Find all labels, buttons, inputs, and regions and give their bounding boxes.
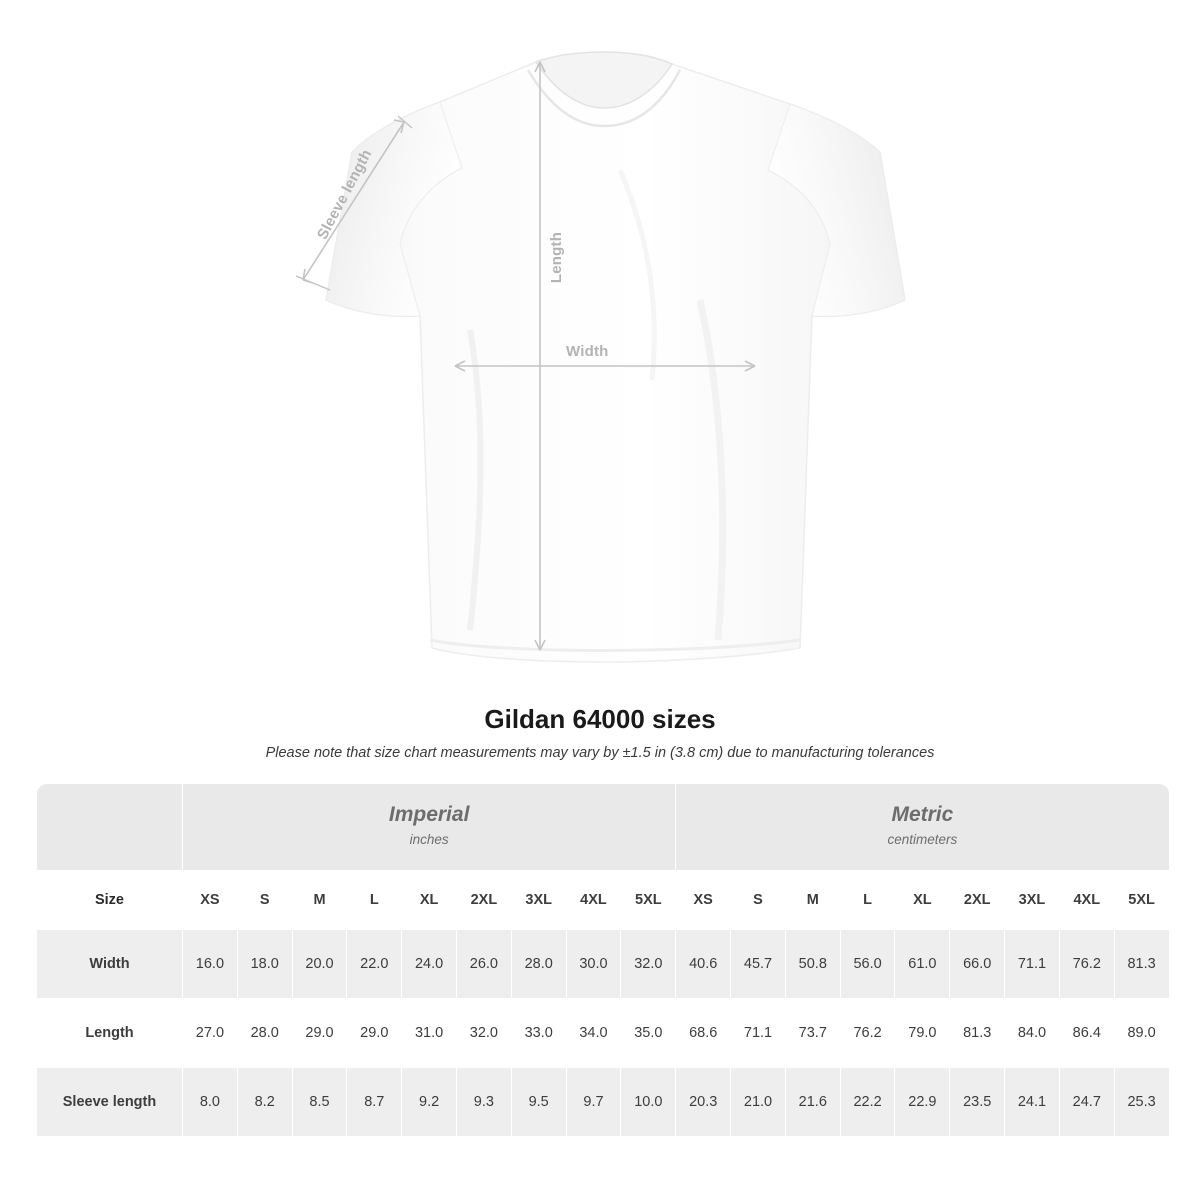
size-header-imperial-5xl: 5XL bbox=[621, 871, 676, 930]
cell-sleeve-imperial-m: 8.5 bbox=[292, 1068, 347, 1137]
unit-header-row bbox=[37, 784, 1170, 871]
row-label-sleeve-length: Sleeve length bbox=[37, 1068, 183, 1137]
cell-sleeve-imperial-xl: 9.2 bbox=[402, 1068, 457, 1137]
cell-width-imperial-xl: 24.0 bbox=[402, 930, 457, 999]
metric-sub: centimeters bbox=[887, 831, 958, 847]
size-table bbox=[36, 783, 1170, 1137]
cell-length-imperial-5xl: 35.0 bbox=[621, 999, 676, 1068]
cell-width-metric-3xl: 71.1 bbox=[1005, 930, 1060, 999]
cell-sleeve-metric-l: 22.2 bbox=[840, 1068, 895, 1137]
cell-width-metric-m: 50.8 bbox=[785, 930, 840, 999]
cell-sleeve-imperial-l: 8.7 bbox=[347, 1068, 402, 1137]
cell-width-metric-xl: 61.0 bbox=[895, 930, 950, 999]
cell-width-metric-s: 45.7 bbox=[731, 930, 786, 999]
cell-sleeve-metric-3xl: 24.1 bbox=[1005, 1068, 1060, 1137]
cell-sleeve-metric-4xl: 24.7 bbox=[1059, 1068, 1114, 1137]
cell-length-imperial-xs: 27.0 bbox=[183, 999, 238, 1068]
cell-width-metric-xs: 40.6 bbox=[676, 930, 731, 999]
cell-sleeve-imperial-5xl: 10.0 bbox=[621, 1068, 676, 1137]
cell-width-imperial-l: 22.0 bbox=[347, 930, 402, 999]
size-header-imperial-xs: XS bbox=[183, 871, 238, 930]
cell-width-imperial-3xl: 28.0 bbox=[511, 930, 566, 999]
cell-width-imperial-s: 18.0 bbox=[237, 930, 292, 999]
cell-width-metric-4xl: 76.2 bbox=[1059, 930, 1114, 999]
cell-sleeve-metric-5xl: 25.3 bbox=[1114, 1068, 1169, 1137]
size-header-row bbox=[37, 871, 1170, 930]
cell-length-imperial-3xl: 33.0 bbox=[511, 999, 566, 1068]
cell-width-metric-5xl: 81.3 bbox=[1114, 930, 1169, 999]
row-label-width: Width bbox=[37, 930, 183, 999]
cell-width-imperial-m: 20.0 bbox=[292, 930, 347, 999]
unit-header-spacer bbox=[37, 784, 183, 871]
cell-width-metric-2xl: 66.0 bbox=[950, 930, 1005, 999]
table-row-length bbox=[37, 999, 1170, 1068]
cell-length-metric-2xl: 81.3 bbox=[950, 999, 1005, 1068]
cell-width-imperial-5xl: 32.0 bbox=[621, 930, 676, 999]
size-header-metric-xs: XS bbox=[676, 871, 731, 930]
metric-name: Metric bbox=[891, 802, 954, 826]
imperial-sub: inches bbox=[409, 831, 449, 847]
cell-length-imperial-m: 29.0 bbox=[292, 999, 347, 1068]
size-table-wrapper bbox=[36, 783, 1164, 1137]
cell-sleeve-imperial-2xl: 9.3 bbox=[456, 1068, 511, 1137]
size-header-metric-s: S bbox=[731, 871, 786, 930]
table-row-width bbox=[37, 930, 1170, 999]
size-header-metric-xl: XL bbox=[895, 871, 950, 930]
table-row-sleeve-length bbox=[37, 1068, 1170, 1137]
size-header-imperial-xl: XL bbox=[402, 871, 457, 930]
unit-header-metric bbox=[676, 784, 1169, 871]
sleeve-length-label: Sleeve length bbox=[313, 146, 376, 243]
cell-length-imperial-l: 29.0 bbox=[347, 999, 402, 1068]
cell-length-imperial-2xl: 32.0 bbox=[456, 999, 511, 1068]
cell-sleeve-metric-s: 21.0 bbox=[731, 1068, 786, 1137]
cell-sleeve-metric-xs: 20.3 bbox=[676, 1068, 731, 1137]
size-header-metric-2xl: 2XL bbox=[950, 871, 1005, 930]
cell-width-imperial-2xl: 26.0 bbox=[456, 930, 511, 999]
size-header-metric-3xl: 3XL bbox=[1005, 871, 1060, 930]
size-header-label: Size bbox=[37, 871, 183, 930]
cell-width-imperial-4xl: 30.0 bbox=[566, 930, 621, 999]
cell-length-metric-3xl: 84.0 bbox=[1005, 999, 1060, 1068]
cell-width-metric-l: 56.0 bbox=[840, 930, 895, 999]
width-label: Width bbox=[566, 343, 609, 360]
row-label-length: Length bbox=[37, 999, 183, 1068]
cell-sleeve-imperial-4xl: 9.7 bbox=[566, 1068, 621, 1137]
size-header-imperial-s: S bbox=[237, 871, 292, 930]
size-header-imperial-m: M bbox=[292, 871, 347, 930]
length-label: Length bbox=[548, 231, 566, 284]
size-header-imperial-4xl: 4XL bbox=[566, 871, 621, 930]
size-header-metric-l: L bbox=[840, 871, 895, 930]
size-header-metric-4xl: 4XL bbox=[1059, 871, 1114, 930]
cell-sleeve-imperial-xs: 8.0 bbox=[183, 1068, 238, 1137]
cell-length-metric-l: 76.2 bbox=[840, 999, 895, 1068]
unit-header-imperial bbox=[183, 784, 676, 871]
cell-length-metric-xs: 68.6 bbox=[676, 999, 731, 1068]
cell-length-imperial-xl: 31.0 bbox=[402, 999, 457, 1068]
size-header-imperial-3xl: 3XL bbox=[511, 871, 566, 930]
cell-length-metric-xl: 79.0 bbox=[895, 999, 950, 1068]
title-block bbox=[0, 704, 1200, 761]
size-header-metric-5xl: 5XL bbox=[1114, 871, 1169, 930]
cell-sleeve-metric-xl: 22.9 bbox=[895, 1068, 950, 1137]
cell-sleeve-metric-2xl: 23.5 bbox=[950, 1068, 1005, 1137]
cell-sleeve-imperial-s: 8.2 bbox=[237, 1068, 292, 1137]
cell-length-imperial-4xl: 34.0 bbox=[566, 999, 621, 1068]
cell-sleeve-metric-m: 21.6 bbox=[785, 1068, 840, 1137]
tolerance-note: Please note that size chart measurements may vary by ±1.5 in (3.8 cm) due to manufacturing tolerances bbox=[265, 745, 935, 761]
cell-length-metric-4xl: 86.4 bbox=[1059, 999, 1114, 1068]
size-header-imperial-l: L bbox=[347, 871, 402, 930]
size-header-metric-m: M bbox=[785, 871, 840, 930]
cell-width-imperial-xs: 16.0 bbox=[183, 930, 238, 999]
page-title: Gildan 64000 sizes bbox=[484, 704, 716, 734]
cell-length-imperial-s: 28.0 bbox=[237, 999, 292, 1068]
cell-length-metric-s: 71.1 bbox=[731, 999, 786, 1068]
size-header-imperial-2xl: 2XL bbox=[456, 871, 511, 930]
cell-length-metric-m: 73.7 bbox=[785, 999, 840, 1068]
cell-length-metric-5xl: 89.0 bbox=[1114, 999, 1169, 1068]
cell-sleeve-imperial-3xl: 9.5 bbox=[511, 1068, 566, 1137]
imperial-name: Imperial bbox=[388, 802, 470, 826]
